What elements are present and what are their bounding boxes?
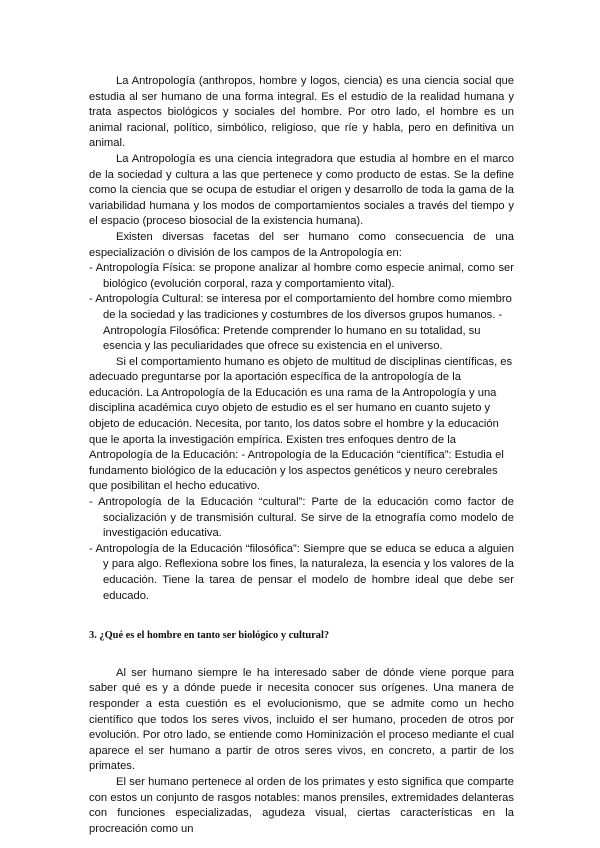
paragraph-integradora: La Antropología es una ciencia integradora que estudia al hombre en el marco de la sociedad y cultura a las que pertenece y como producto de estas. Se la define como la ciencia que se ocupa de estudiar el origen y desarrollo de toda la gama de la variabilidad humana y los modos de comportamientos sociales a través del tiempo y el espacio (proceso biosocial de la existencia humana). <box>89 152 514 228</box>
paragraph-evolucionismo: Al ser humano siempre le ha interesado saber de dónde viene porque para saber qué es y a dónde puede ir necesita conocer sus orígenes. Una manera de responder a esta cuestión es el evolucionismo, que se admite como un hecho científico que todos los seres vivos, incluido el ser humano, proceden de otros por evolución. Por otro lado, se entiende como Hominización el proceso mediante el cual aparece el ser humano a partir de otros seres vivos, en concreto, a partir de los primates. <box>89 666 514 773</box>
paragraph-facetas: Existen diversas facetas del ser humano como consecuencia de una especialización o división de los campos de la Antropología en: <box>89 230 514 259</box>
list-item-antropologia-fisica: - Antropología Física: se propone analizar al hombre como especie animal, como ser biológico (evolución corporal, raza y comportamiento vital). <box>89 262 514 290</box>
section-heading: 3. ¿Qué es el hombre en tanto ser biológico y cultural? <box>89 630 330 642</box>
list-item-educacion-cultural: - Antropología de la Educación “cultural”: Parte de la educación como factor de socialización y de transmisión cultural. Se sirve de la etnografía como modelo de investigación educativa. <box>89 496 514 540</box>
list-item-educacion-filosofica: - Antropología de la Educación “filosófica”: Siempre que se educa se educa a alguien y para algo. Reflexiona sobre los fines, la naturaleza, la esencia y los valores de la educación. Tiene la tarea de pensar el modelo de hombre ideal que debe ser educado. <box>89 542 514 602</box>
paragraph-educacion: Si el comportamiento humano es objeto de multitud de disciplinas científicas, es adecuado preguntarse por la aportación específica de la antropología de la educación. La Antropología de la Educación es una rama de la Antropología y una disciplina académica cuyo objeto de estudio es el ser humano en cuanto sujeto y objeto de educación. Necesita, por tanto, los datos sobre el hombre y la educación que le aporta la investigación empírica. Existen tres enfoques dentro de la Antropología de la Educación: - Antropología de la Educación “científica”: Estudia el fundamento biológico de la educación y los aspectos genéticos y neuro cerebrales que posibilitan el hecho educativo. <box>89 355 513 493</box>
list-item-antropologia-cultural: - Antropología Cultural: se interesa por el comportamiento del hombre como miembro de la sociedad y las tradiciones y costumbres de los diversos grupos humanos. - Antropología Filosófica: Pretende comprender lo humano en su totalidad, su esencia y las peculiaridades que ofrece su existencia en el universo. <box>89 293 512 353</box>
paragraph-intro: La Antropología (anthropos, hombre y logos, ciencia) es una ciencia social que estudia al ser humano de una forma integral. Es el estudio de la realidad humana y trata aspectos biológicos y sociales del hombre. Por otro lado, el hombre es un animal racional, político, simbólico, religioso, que ríe y habla, pero en definitiva un animal. <box>89 75 514 150</box>
paragraph-primates: El ser humano pertenece al orden de los primates y esto significa que comparte con estos un conjunto de rasgos notables: manos prensiles, extremidades delanteras con funciones especializadas, agudeza visual, ciertas características en la procreación como un <box>89 775 514 835</box>
